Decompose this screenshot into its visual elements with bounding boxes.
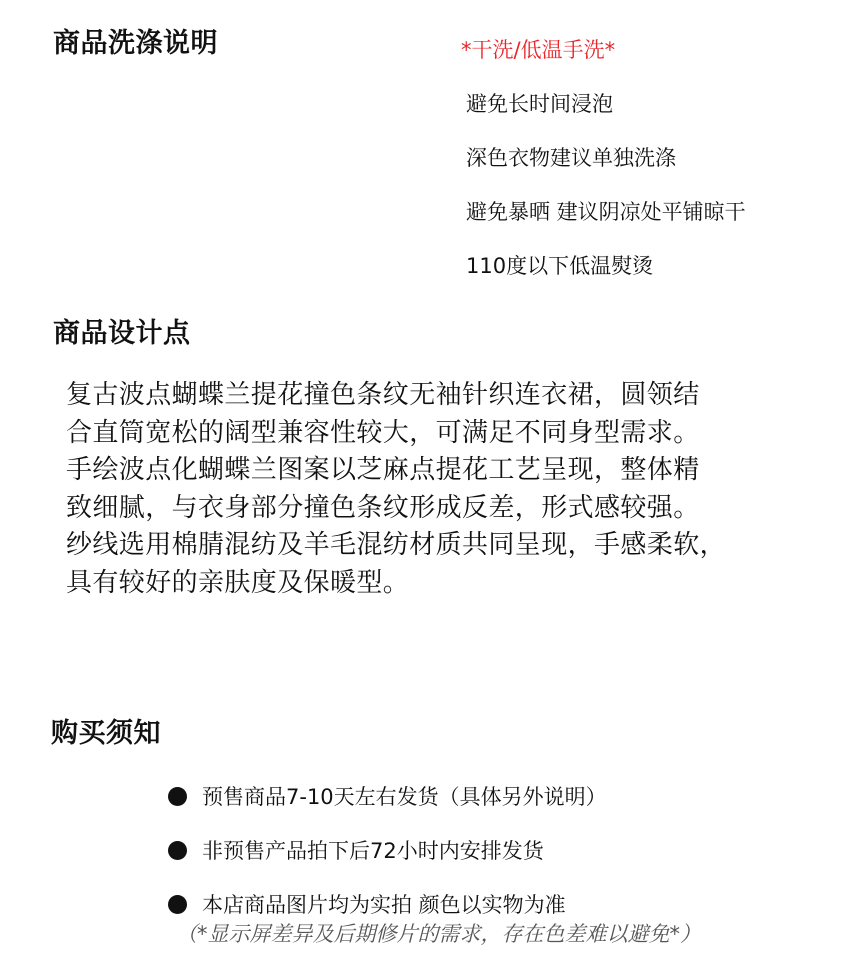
notice-item-shipping	[168, 834, 607, 866]
care-item-dry-clean: *干洗/低温手洗*	[461, 38, 616, 62]
care-item-ironing: 110度以下低温熨烫	[466, 254, 654, 278]
design-line: 合直筒宽松的阔型兼容性较大，可满足不同身型需求。	[66, 417, 700, 448]
care-item-wash-separately: 深色衣物建议单独洗涤	[466, 146, 676, 170]
design-line: 致细腻，与衣身部分撞色条纹形成反差，形式感较强。	[66, 492, 700, 523]
care-item-dry-flat: 避免暴晒 建议阴凉处平铺晾干	[466, 200, 746, 224]
purchase-notice-heading: 购买须知	[51, 718, 161, 749]
care-instructions-list	[461, 36, 746, 306]
design-points-description	[66, 377, 826, 602]
notice-item-label: 本店商品图片均为实拍 颜色以实物为准	[202, 893, 566, 917]
design-points-heading: 商品设计点	[53, 318, 191, 349]
design-line: 具有较好的亲肤度及保暖型。	[66, 567, 410, 598]
bullet-icon	[168, 895, 187, 914]
design-line: 纱线选用棉腈混纺及羊毛混纺材质共同呈现，手感柔软，	[66, 530, 727, 560]
notice-item-photos	[168, 888, 607, 920]
color-disclaimer: （*显示屏差异及后期修片的需求，存在色差难以避免*）	[176, 922, 701, 946]
notice-item-label: 非预售产品拍下后72小时内安排发货	[202, 839, 544, 863]
care-instructions-heading: 商品洗涤说明	[53, 28, 218, 59]
design-line: 复古波点蝴蝶兰提花撞色条纹无袖针织连衣裙，圆领结	[66, 380, 700, 410]
bullet-icon	[168, 787, 187, 806]
notice-item-label: 预售商品7-10天左右发货（具体另外说明）	[202, 785, 607, 809]
design-line: 手绘波点化蝴蝶兰图案以芝麻点提花工艺呈现，整体精	[66, 455, 700, 485]
notice-item-presale	[168, 780, 607, 812]
bullet-icon	[168, 841, 187, 860]
care-item-avoid-soaking: 避免长时间浸泡	[466, 92, 613, 116]
